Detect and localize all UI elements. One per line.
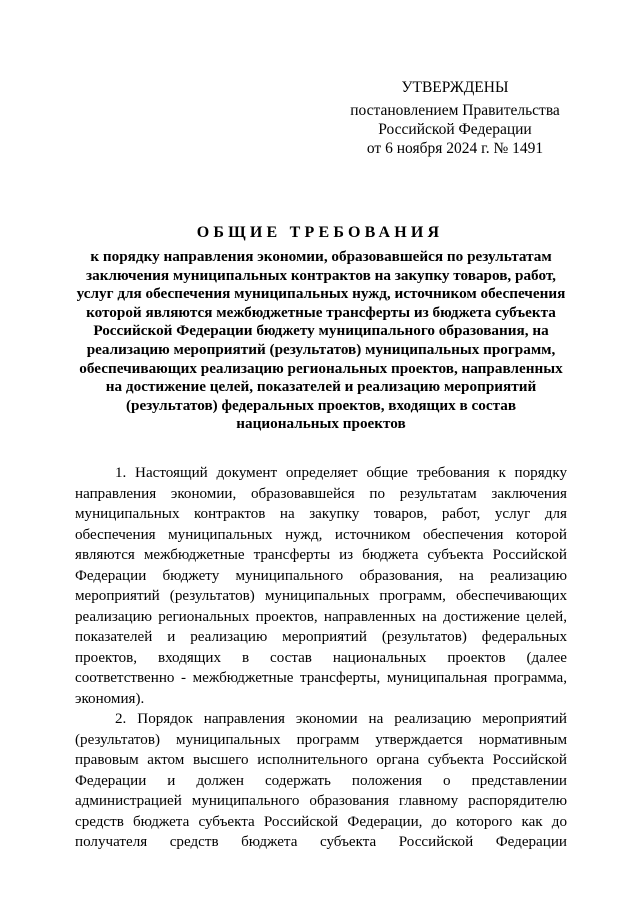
subtitle-line: обеспечивающих реализацию региональных проектов, направленных — [79, 359, 563, 377]
document-body — [75, 463, 567, 853]
document-title: ОБЩИЕ ТРЕБОВАНИЯ — [196, 224, 444, 241]
approval-date: от 6 ноября 2024 г. № 1491 — [366, 140, 544, 157]
paragraph-1: 1. Настоящий документ определяет общие требования к порядку направления экономии, образовавшейся по результатам заключения муниципальных контрактов на закупку товаров, работ, услуг для обеспечения муниципальных нужд, источником обеспечения которой являются межбюджетные трансферты из бюджета субъекта Российской Федерации бюджету муниципального образования, на реализацию мероприятий (результатов) муниципальных программ, обеспечивающих реализацию региональных проектов, направленных на достижение целей, показателей и реализацию мероприятий (результатов) федеральных проектов, входящих в состав национальных проектов (далее соответственно - межбюджетные трансферты, муниципальная программа, экономия). — [75, 465, 567, 707]
subtitle-line: услуг для обеспечения муниципальных нужд, источником обеспечения — [76, 285, 566, 303]
subtitle-line: Российской Федерации бюджету муниципального образования, на — [93, 322, 549, 340]
document-subtitle — [74, 248, 568, 434]
approval-stamp: УТВЕРЖДЕНЫ — [401, 79, 509, 96]
approval-line: постановлением Правительства — [350, 102, 560, 119]
subtitle-line: (результатов) федеральных проектов, входящих в состав — [125, 396, 517, 414]
subtitle-line: на достижение целей, показателей и реализацию мероприятий — [105, 378, 537, 396]
approval-line: Российской Федерации — [378, 121, 532, 138]
paragraph-2: 2. Порядок направления экономии на реализацию мероприятий (результатов) муниципальных программ утверждается нормативным правовым актом высшего исполнительного органа субъекта Российской Федерации и должен содержать положения о представлении администрацией муниципального образования главному распорядителю средств бюджета субъекта Российской Федерации, до которого как до получателя средств бюджета субъекта Российской Федерации — [75, 711, 567, 850]
subtitle-line: которой являются межбюджетные трансферты из бюджета субъекта — [86, 303, 556, 321]
subtitle-line: национальных проектов — [236, 415, 406, 433]
approval-block — [330, 78, 580, 158]
subtitle-line: к порядку направления экономии, образовавшейся по результатам — [90, 248, 552, 265]
subtitle-line: заключения муниципальных контрактов на закупку товаров, работ, — [86, 266, 556, 284]
subtitle-line: реализацию мероприятий (результатов) муниципальных программ, — [86, 340, 556, 358]
